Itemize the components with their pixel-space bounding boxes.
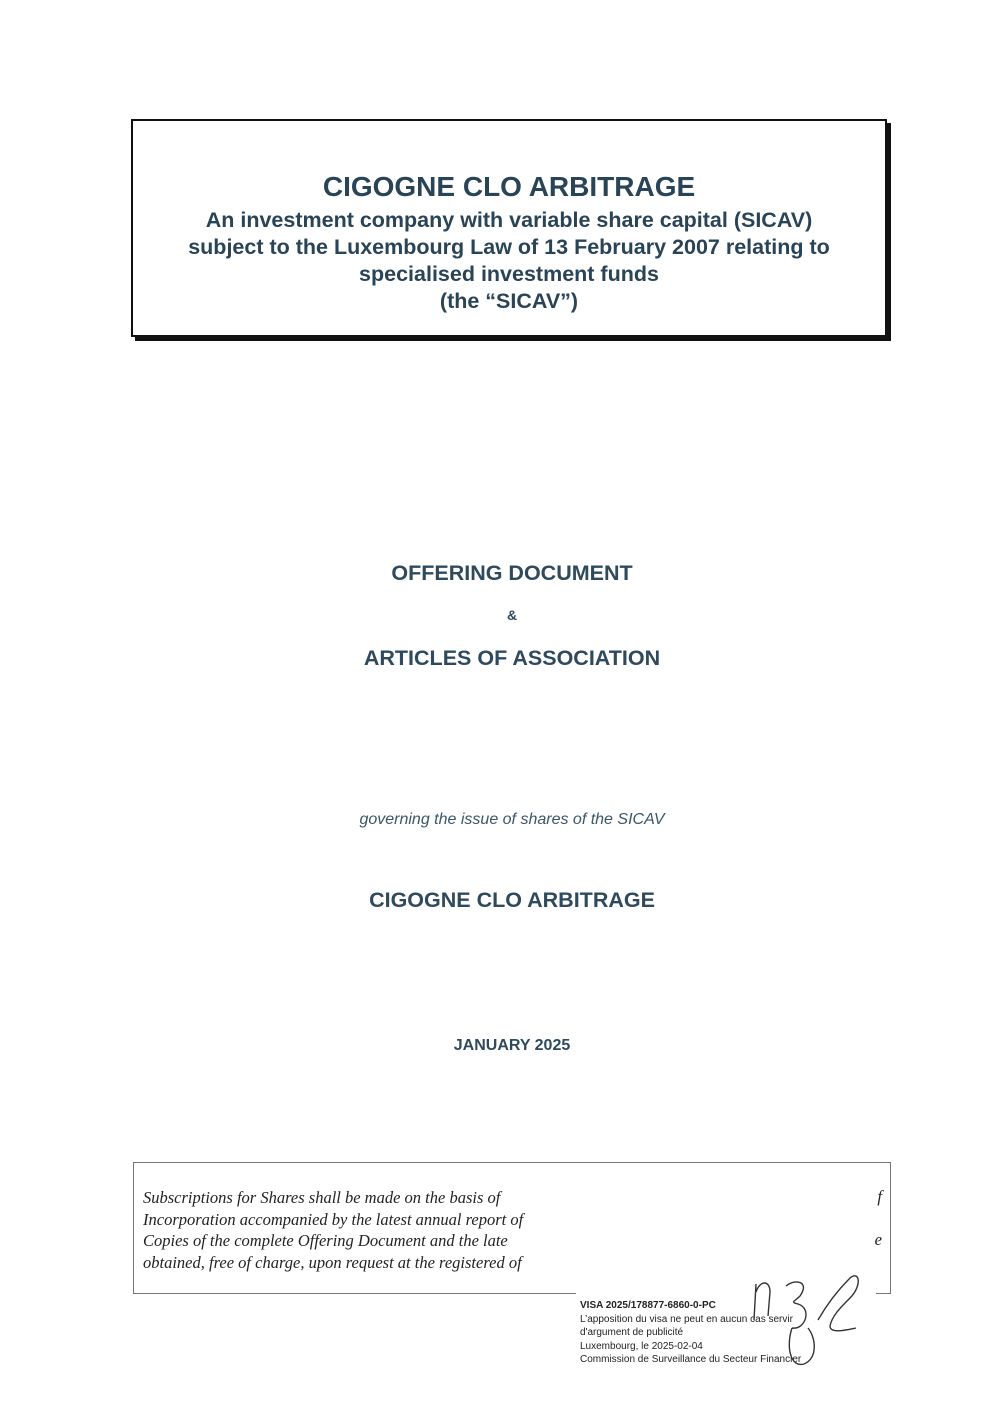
governing-text: governing the issue of shares of the SICAV bbox=[359, 811, 665, 828]
subtitle-line: (the “SICAV”) bbox=[439, 289, 579, 313]
notice-line-end: f bbox=[877, 1187, 882, 1206]
visa-stamp bbox=[576, 1272, 876, 1372]
subtitle-line: subject to the Luxembourg Law of 13 February 2007 relating to bbox=[188, 235, 830, 259]
title-box bbox=[131, 119, 887, 337]
ampersand: & bbox=[506, 607, 518, 623]
notice-line: obtained, free of charge, upon request at the registered of bbox=[143, 1252, 522, 1272]
offering-document-heading: OFFERING DOCUMENT bbox=[391, 561, 633, 585]
visa-authority: Commission de Surveillance du Secteur Financier bbox=[580, 1354, 802, 1365]
notice-line: Subscriptions for Shares shall be made on the basis of bbox=[143, 1188, 501, 1207]
document-subtitle bbox=[133, 207, 885, 315]
articles-heading: ARTICLES OF ASSOCIATION bbox=[363, 646, 661, 670]
document-title: CIGOGNE CLO ARBITRAGE bbox=[322, 171, 696, 202]
notice-line-end: e bbox=[874, 1230, 882, 1249]
fund-name: CIGOGNE CLO ARBITRAGE bbox=[369, 888, 655, 912]
subtitle-line: An investment company with variable share capital (SICAV) bbox=[205, 208, 813, 232]
document-date: JANUARY 2025 bbox=[453, 1037, 571, 1054]
signature-icon bbox=[746, 1272, 866, 1372]
notice-line: Copies of the complete Offering Document and the late bbox=[143, 1231, 508, 1250]
visa-reference: VISA 2025/178877-6860-0-PC bbox=[580, 1300, 716, 1311]
notice-line: Incorporation accompanied by the latest annual report of bbox=[143, 1209, 524, 1229]
subtitle-line: specialised investment funds bbox=[359, 262, 659, 286]
visa-line: L’apposition du visa ne peut en aucun cas servir bbox=[580, 1313, 793, 1325]
visa-line: d'argument de publicité bbox=[580, 1327, 684, 1338]
visa-date: Luxembourg, le 2025-02-04 bbox=[580, 1340, 703, 1352]
subscription-notice-text bbox=[143, 1187, 573, 1273]
